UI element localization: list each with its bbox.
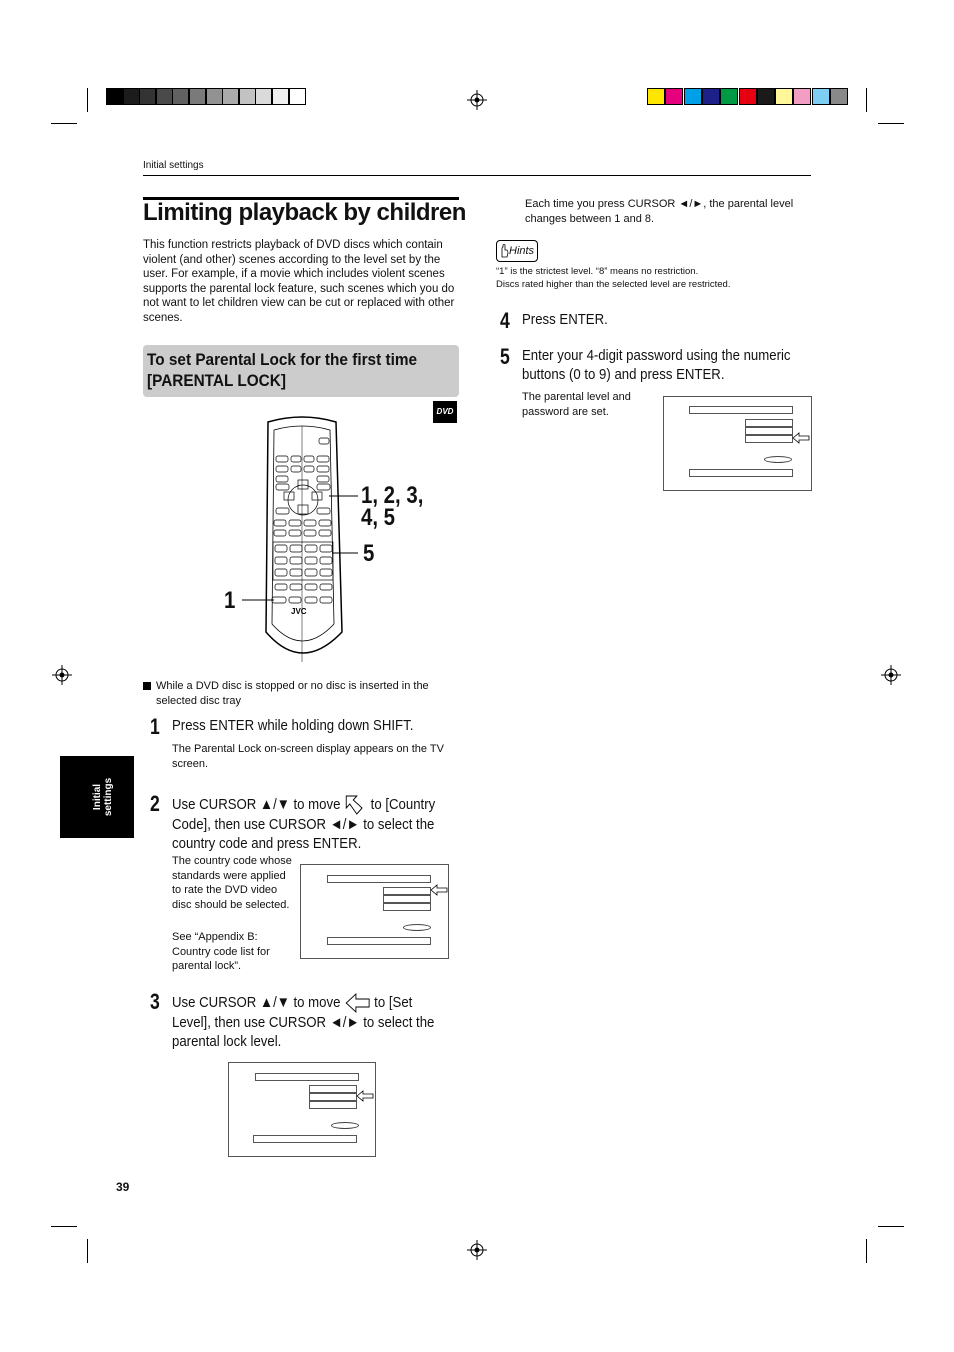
page-number: 39 <box>116 1180 130 1194</box>
step-instruction: Enter your 4-digit password using the numeric buttons (0 to 9) and press ENTER. <box>522 347 791 383</box>
hint-line: “1” is the strictest level. “8” means no restriction. <box>496 266 699 277</box>
step-number: 3 <box>150 989 160 1014</box>
osd-field <box>383 903 431 911</box>
calibration-swatch <box>206 88 223 105</box>
callout-enter-steps: 1, 2, 3, 4, 5 <box>361 482 424 531</box>
registration-mark-icon <box>467 1240 487 1260</box>
osd-title-bar <box>327 875 431 883</box>
calibration-swatch <box>647 88 665 105</box>
calibration-swatch <box>739 88 757 105</box>
precondition-note: While a DVD disc is stopped or no disc is inserted in the selected disc tray <box>156 680 429 707</box>
osd-field <box>383 895 431 903</box>
step-instruction <box>172 794 454 853</box>
step-instruction: Press ENTER while holding down SHIFT. <box>172 717 414 734</box>
osd-screen-password <box>663 396 812 491</box>
calibration-swatch <box>757 88 775 105</box>
step-instruction-part: to [Country Code], then use CURSOR ◄/► to select the country code and press ENTER. <box>172 795 436 852</box>
osd-field <box>309 1101 357 1109</box>
section-tab-label <box>92 778 114 816</box>
step-instruction: Press ENTER. <box>522 311 608 328</box>
osd-exit-button <box>764 456 792 463</box>
subheading: To set Parental Lock for the first time [PARENTAL LOCK] <box>147 351 418 390</box>
step-instruction-part: Use CURSOR ▲/▼ to move <box>172 993 341 1011</box>
step-note-reference: See “Appendix B: Country code list for parental lock”. <box>172 931 270 972</box>
calibration-swatch <box>775 88 793 105</box>
hint-line: Discs rated higher than the selected level are restricted. <box>496 279 731 290</box>
step-instruction-part: Use CURSOR ▲/▼ to move <box>172 795 341 813</box>
crop-mark <box>51 1226 77 1227</box>
selection-arrow-icon <box>792 432 810 444</box>
left-arrow-icon <box>344 992 370 1014</box>
osd-field <box>745 435 793 443</box>
calibration-swatch <box>812 88 830 105</box>
hints-label: Hints <box>509 245 535 257</box>
step-number: 1 <box>150 714 160 739</box>
osd-help-bar <box>327 937 431 945</box>
crop-mark <box>87 1239 88 1263</box>
selection-arrow-icon <box>430 884 448 896</box>
osd-title-bar <box>689 406 793 414</box>
calibration-swatch <box>720 88 738 105</box>
crop-mark <box>51 123 77 124</box>
step3-continued-note: Each time you press CURSOR ◄/►, the parental level changes between 1 and 8. <box>525 198 794 225</box>
remote-brand-logo: JVC <box>291 607 307 616</box>
registration-mark-icon <box>467 90 487 110</box>
osd-field <box>309 1093 357 1101</box>
remote-control-illustration <box>222 412 422 667</box>
selection-arrow-icon <box>356 1090 374 1102</box>
crop-mark <box>878 1226 904 1227</box>
calibration-swatch <box>222 88 239 105</box>
bullet-square-icon <box>143 682 151 690</box>
section-header: Initial settings <box>143 160 204 171</box>
osd-title-bar <box>255 1073 359 1081</box>
calibration-swatch <box>139 88 156 105</box>
step-note: The Parental Lock on-screen display appears on the TV screen. <box>172 743 444 770</box>
intro-paragraph: This function restricts playback of DVD discs which contain violent (and other) scenes according to the level set by the user. For example, if a movie which includes violent scenes supports the parental lock feature, such scenes which you do not want to let children view can be cut or replaced with other scenes. <box>143 239 455 324</box>
step-number: 2 <box>150 791 160 816</box>
crop-mark <box>878 123 904 124</box>
calibration-swatch <box>239 88 256 105</box>
calibration-swatch <box>106 88 123 105</box>
calibration-swatch <box>289 88 306 105</box>
dvd-badge: DVD <box>433 401 457 423</box>
osd-exit-button <box>331 1122 359 1129</box>
step-number: 4 <box>500 308 510 333</box>
section-tab-line: settings <box>103 777 114 817</box>
calibration-swatch <box>123 88 140 105</box>
osd-field <box>309 1085 357 1093</box>
pointer-arrow-icon <box>344 794 367 816</box>
step-note: The parental level and password are set. <box>522 391 631 418</box>
osd-field <box>745 419 793 427</box>
calibration-swatch <box>665 88 683 105</box>
calibration-swatch <box>255 88 272 105</box>
osd-screen-country-code <box>300 864 449 959</box>
osd-help-bar <box>689 469 793 477</box>
section-tab-line: Initial <box>92 783 103 811</box>
osd-help-bar <box>253 1135 357 1143</box>
registration-mark-icon <box>881 665 901 685</box>
calibration-swatch <box>830 88 848 105</box>
step-note: The country code whose standards were applied to rate the DVD video disc should be selected. <box>172 855 292 911</box>
osd-exit-button <box>403 924 431 931</box>
hints-badge <box>496 240 538 262</box>
osd-field <box>745 427 793 435</box>
calibration-swatch <box>684 88 702 105</box>
crop-mark <box>866 1239 867 1263</box>
callout-shift-button: 1 <box>224 587 236 614</box>
calibration-swatch <box>793 88 811 105</box>
osd-field <box>383 887 431 895</box>
page-title: Limiting playback by children <box>143 199 466 226</box>
calibration-swatch <box>702 88 720 105</box>
callout-number-buttons: 5 <box>363 540 375 567</box>
hand-icon <box>499 244 509 258</box>
crop-mark <box>866 88 867 112</box>
calibration-swatch <box>189 88 206 105</box>
osd-screen-set-level <box>228 1062 376 1157</box>
step-instruction-part: to [Set Level], then use CURSOR ◄/► to select the parental lock level. <box>172 993 435 1050</box>
step-instruction <box>172 992 454 1051</box>
calibration-swatch <box>272 88 289 105</box>
crop-mark <box>87 88 88 112</box>
calibration-swatch <box>156 88 173 105</box>
registration-mark-icon <box>52 665 72 685</box>
calibration-swatch <box>172 88 189 105</box>
step-number: 5 <box>500 344 510 369</box>
header-rule <box>143 175 811 176</box>
